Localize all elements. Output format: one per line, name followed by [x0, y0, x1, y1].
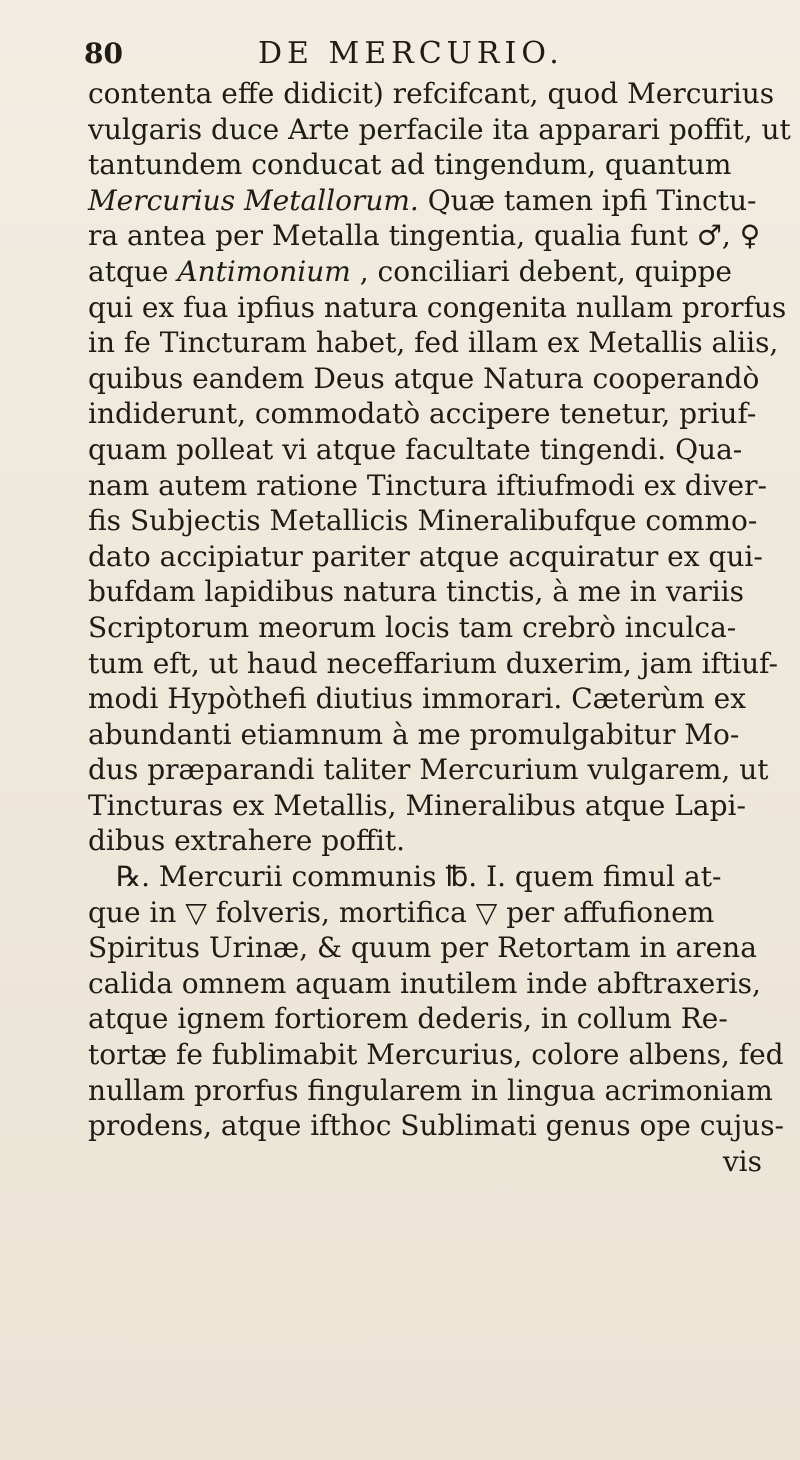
text-line-4: [88, 183, 778, 219]
running-title: DE MERCURIO.: [258, 36, 564, 71]
text-line-6: [88, 254, 778, 290]
text-line-23: ℞. Mercurii communis ℔. I. quem fimul at-: [116, 860, 722, 894]
text-line-9: quibus eandem Deus atque Natura cooperandò: [88, 361, 760, 395]
main-text-block: [88, 76, 791, 1179]
text-line-8: in fe Tincturam habet, fed illam ex Metallis aliis,: [88, 326, 779, 360]
text-line-17: tum eft, ut haud neceffarium duxerim, jam iftiuf-: [88, 646, 778, 680]
text-line-10: indiderunt, commodatò accipere tenetur, priuf-: [88, 397, 757, 431]
text-line-2: vulgaris duce Arte perfacile ita apparari poffit, ut: [88, 112, 791, 146]
text-line-5: ra antea per Metalla tingentia, qualia funt ♂, ♀: [88, 219, 761, 253]
text-line-11: quam polleat vi atque facultate tingendi. Qua-: [88, 432, 743, 466]
text-line-21: Tincturas ex Metallis, Mineralibus atque Lapi-: [88, 788, 746, 822]
text-line-3: tantundem conducat ad tingendum, quantum: [88, 148, 732, 182]
italic-phrase-antimonium: Antimonium: [177, 254, 351, 288]
italic-phrase-mercurius-metallorum: Mercurius Metallorum.: [88, 183, 419, 217]
text-line-22: dibus extrahere poffit.: [88, 824, 406, 858]
text-line-7: qui ex fua ipfius natura congenita nullam prorfus: [88, 290, 787, 324]
text-line-19: abundanti etiamnum à me promulgabitur Mo-: [88, 717, 740, 751]
page-header: [84, 34, 704, 80]
text-line-16: Scriptorum meorum locis tam crebrò inculca-: [88, 610, 737, 644]
text-line-6-start: atque: [88, 254, 178, 288]
text-line-30: prodens, atque ifthoc Sublimati genus ope cujus-: [88, 1109, 785, 1143]
text-line-18: modi Hypòthefi diutius immorari. Cæterùm ex: [88, 682, 746, 716]
text-line-1: contenta effe didicit) refcifcant, quod Mercurius: [88, 77, 775, 110]
text-line-4-rest: Quæ tamen ipfi Tinctu-: [427, 183, 757, 217]
text-line-6-rest: , conciliari debent, quippe: [359, 254, 732, 288]
text-line-26: calida omnem aquam inutilem inde abftraxeris,: [88, 966, 761, 1000]
text-line-25: Spiritus Urinæ, & quum per Retortam in arena: [88, 931, 757, 965]
text-line-12: nam autem ratione Tinctura iftiufmodi ex diver-: [88, 468, 767, 502]
text-line-28: tortæ fe fublimabit Mercurius, colore albens, fed: [88, 1038, 784, 1072]
text-line-14: dato accipiatur pariter atque acquiratur ex qui-: [88, 539, 763, 573]
text-line-20: dus præparandi taliter Mercurium vulgarem, ut: [88, 753, 769, 787]
text-line-29: nullam prorfus fingularem in lingua acrimoniam: [88, 1073, 773, 1107]
text-line-24: que in ▽ folveris, mortifica ▽ per affufionem: [88, 895, 715, 929]
page-number: 80: [84, 37, 123, 70]
catchword: vis: [722, 1144, 762, 1178]
text-line-15: bufdam lapidibus natura tinctis, à me in variis: [88, 575, 744, 609]
text-line-13: fis Subjectis Metallicis Mineralibufque commo-: [88, 504, 758, 538]
text-line-27: atque ignem fortiorem dederis, in collum Re-: [88, 1002, 728, 1036]
